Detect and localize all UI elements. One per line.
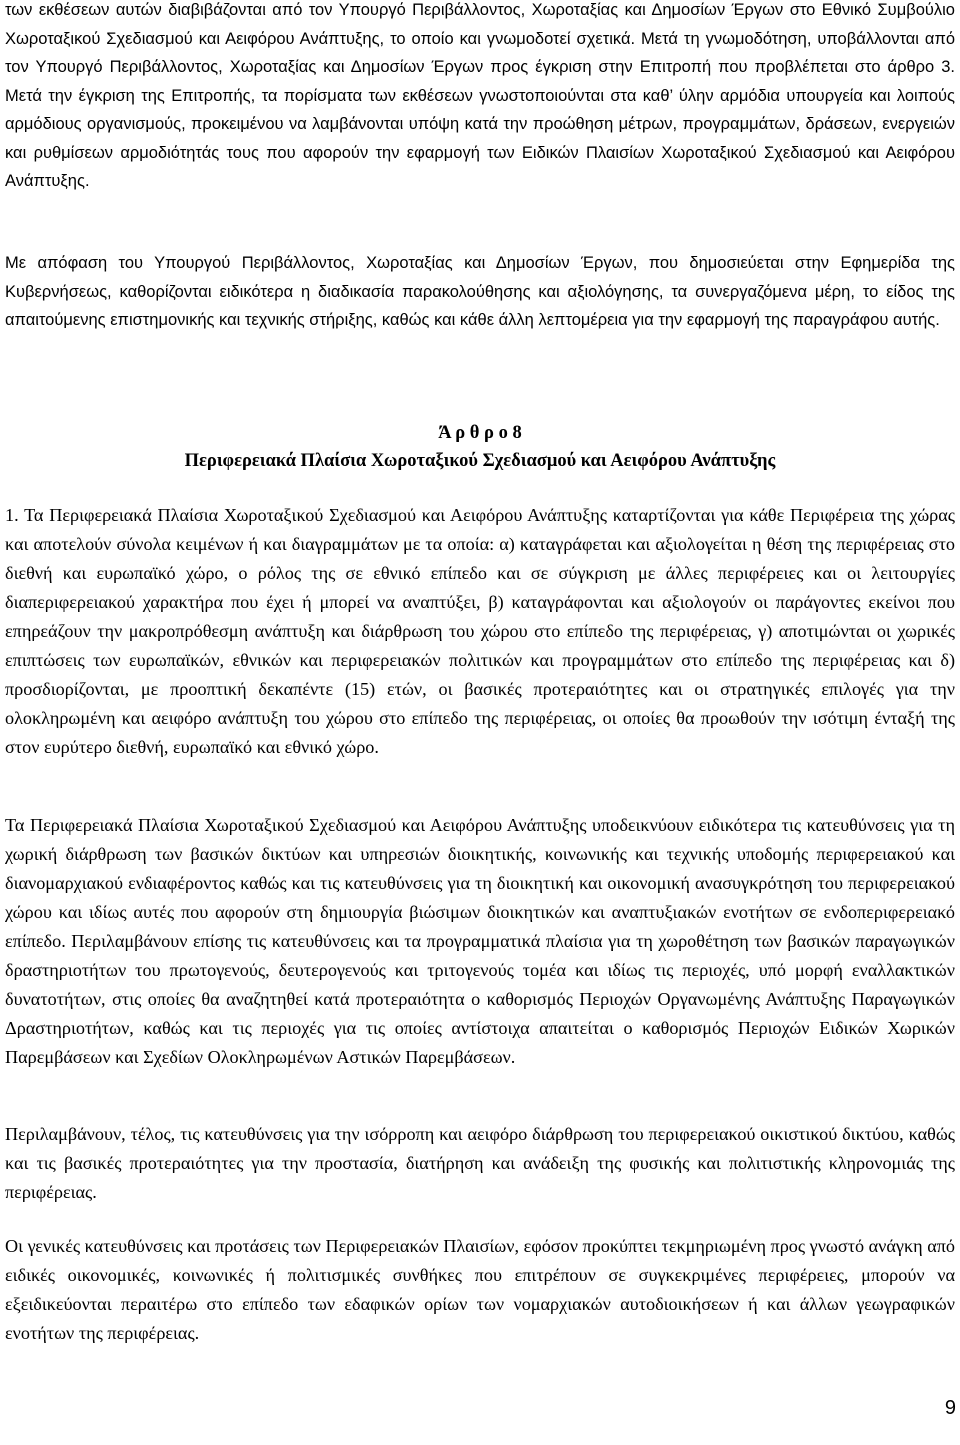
paragraph-ministerial-decision: Με απόφαση του Υπουργού Περιβάλλοντος, Χωροταξίας και Δημοσίων Έργων, που δημοσιεύεται στην Εφημερίδα της Κυβερνήσεως, καθορίζονται ειδικότερα η διαδικασία παρακολούθησης και αξιολόγησης, τα συνεργαζόμενα μέρη, το είδος της απαιτούμενης επιστημονικής και τεχνικής στήριξης, καθώς και κάθε άλλη λεπτομέρεια για την εφαρμογή της παραγράφου αυτής. <box>5 254 955 329</box>
article-title-heading: Περιφερειακά Πλαίσια Χωροταξικού Σχεδιασμού και Αειφόρου Ανάπτυξης <box>184 451 776 471</box>
paragraph-monitoring-reports: των εκθέσεων αυτών διαβιβάζονται από τον Υπουργό Περιβάλλοντος, Χωροταξίας και Δημοσίων Έργων στο Εθνικό Συμβούλιο Χωροταξικού Σχεδιασμού και Αειφόρου Ανάπτυξης, το οποίο και γνωμοδοτεί σχετικά. Μετά τη γνωμοδότηση, υποβάλλονται από τον Υπουργό Περιβάλλοντος, Χωροταξίας και Δημοσίων Έργων προς έγκριση στην Επιτροπή που προβλέπεται στο άρθρο 3. Μετά την έγκριση της Επιτροπής, τα πορίσματα των εκθέσεων γνωστοποιούνται στα καθ’ ύλην αρμόδια υπουργεία και λοιπούς αρμόδιους οργανισμούς, προκειμένου να λαμβάνονται υπόψη κατά την προώθηση μέτρων, προγραμμάτων, δράσεων, ενεργειών και ρυθμίσεων αρμοδιότητάς τους που αφορούν την εφαρμογή των Ειδικών Πλαισίων Χωροταξικού Σχεδιασμού και Αειφόρου Ανάπτυξης. <box>5 1 955 190</box>
paragraph-regional-frameworks-directions: Τα Περιφερειακά Πλαίσια Χωροταξικού Σχεδιασμού και Αειφόρου Ανάπτυξης υποδεικνύουν ειδικότερα τις κατευθύνσεις για τη χωρική διάρθρωση των βασικών δικτύων και υπηρεσιών διοικητικής, κοινωνικής και τεχνικής υποδομής περιφερειακού και διανομαρχιακού ενδιαφέροντος καθώς και τις κατευθύνσεις για τη διοικητική και οικονομική ανασυγκρότηση του περιφερειακού χώρου και ιδίως αυτές που αφορούν στη δημιουργία βιώσιμων διοικητικών και αναπτυξιακών ενοτήτων σε ενδοπεριφερειακό επίπεδο. Περιλαμβάνουν επίσης τις κατευθύνσεις και τα προγραμματικά πλαίσια για τη χωροθέτηση των βασικών παραγωγικών δραστηριοτήτων του πρωτογενούς, δευτερογενούς και τριτογενούς τομέα και ιδίως τις περιοχές, υπό μορφή εναλλακτικών δυνατοτήτων, στις οποίες θα αναζητηθεί κατά προτεραιότητα ο καθορισμός Περιοχών Οργανωμένης Ανάπτυξης Παραγωγικών Δραστηριοτήτων, καθώς και τις περιοχές για τις οποίες αντίστοιχα απαιτείται ο καθορισμός Περιοχών Ειδικών Χωρικών Παρεμβάσεων και Σχεδίων Ολοκληρωμένων Αστικών Παρεμβάσεων. <box>5 815 955 1067</box>
paragraph-regional-frameworks-definition: 1. Τα Περιφερειακά Πλαίσια Χωροταξικού Σχεδιασμού και Αειφόρου Ανάπτυξης καταρτίζονται για κάθε Περιφέρεια της χώρας και αποτελούν σύνολα κειμένων ή και διαγραμμάτων με τα οποία: α) καταγράφεται και αξιολογείται η θέση της περιφέρειας στο διεθνή και ευρωπαϊκό χώρο, ο ρόλος της σε εθνικό επίπεδο και σε σύγκριση με άλλες περιφέρειες και οι λειτουργίες διαπεριφερειακού χαρακτήρα που έχει ή μπορεί να αναπτύξει, β) καταγράφονται και αξιολογούν οι παράγοντες εκείνοι που επηρεάζουν την μακροπρόθεσμη ανάπτυξη και διάρθρωση του χώρου στο επίπεδο της περιφέρειας, γ) αποτιμώνται οι χωρικές επιπτώσεις των ευρωπαϊκών, εθνικών και περιφερειακών πολιτικών και προγραμμάτων στο επίπεδο της περιφέρειας και δ) προσδιορίζονται, με προοπτική δεκαπέντε (15) ετών, οι βασικές προτεραιότητες και οι στρατηγικές επιλογές για την ολοκληρωμένη και αειφόρο ανάπτυξη του χώρου στο επίπεδο της περιφέρειας, οι οποίες θα προωθούν την ισότιμη ένταξή της στον ευρύτερο διεθνή, ευρωπαϊκό και εθνικό χώρο. <box>5 505 955 757</box>
page-number: 9 <box>944 1397 956 1419</box>
article-number-heading: Ά ρ θ ρ ο 8 <box>438 423 522 443</box>
paragraph-settlement-network: Περιλαμβάνουν, τέλος, τις κατευθύνσεις για την ισόρροπη και αειφόρο διάρθρωση του περιφερειακού οικιστικού δικτύου, καθώς και τις βασικές προτεραιότητες για την προστασία, διατήρηση και ανάδειξη της φυσικής και πολιτιστικής κληρονομιάς της περιφέρειας. <box>5 1124 955 1202</box>
paragraph-general-directions: Οι γενικές κατευθύνσεις και προτάσεις των Περιφερειακών Πλαισίων, εφόσον προκύπτει τεκμηριωμένη προς γνωστό ανάγκη από ειδικές οικονομικές, κοινωνικές ή πολιτισμικές συνθήκες που επιτρέπουν σε συγκεκριμένες περιφέρειες, μπορούν να εξειδικεύονται περαιτέρω στο επίπεδο των εδαφικών ορίων των νομαρχιακών αυτοδιοικήσεων ή και άλλων γεωγραφικών ενοτήτων της περιφέρειας. <box>5 1236 955 1343</box>
